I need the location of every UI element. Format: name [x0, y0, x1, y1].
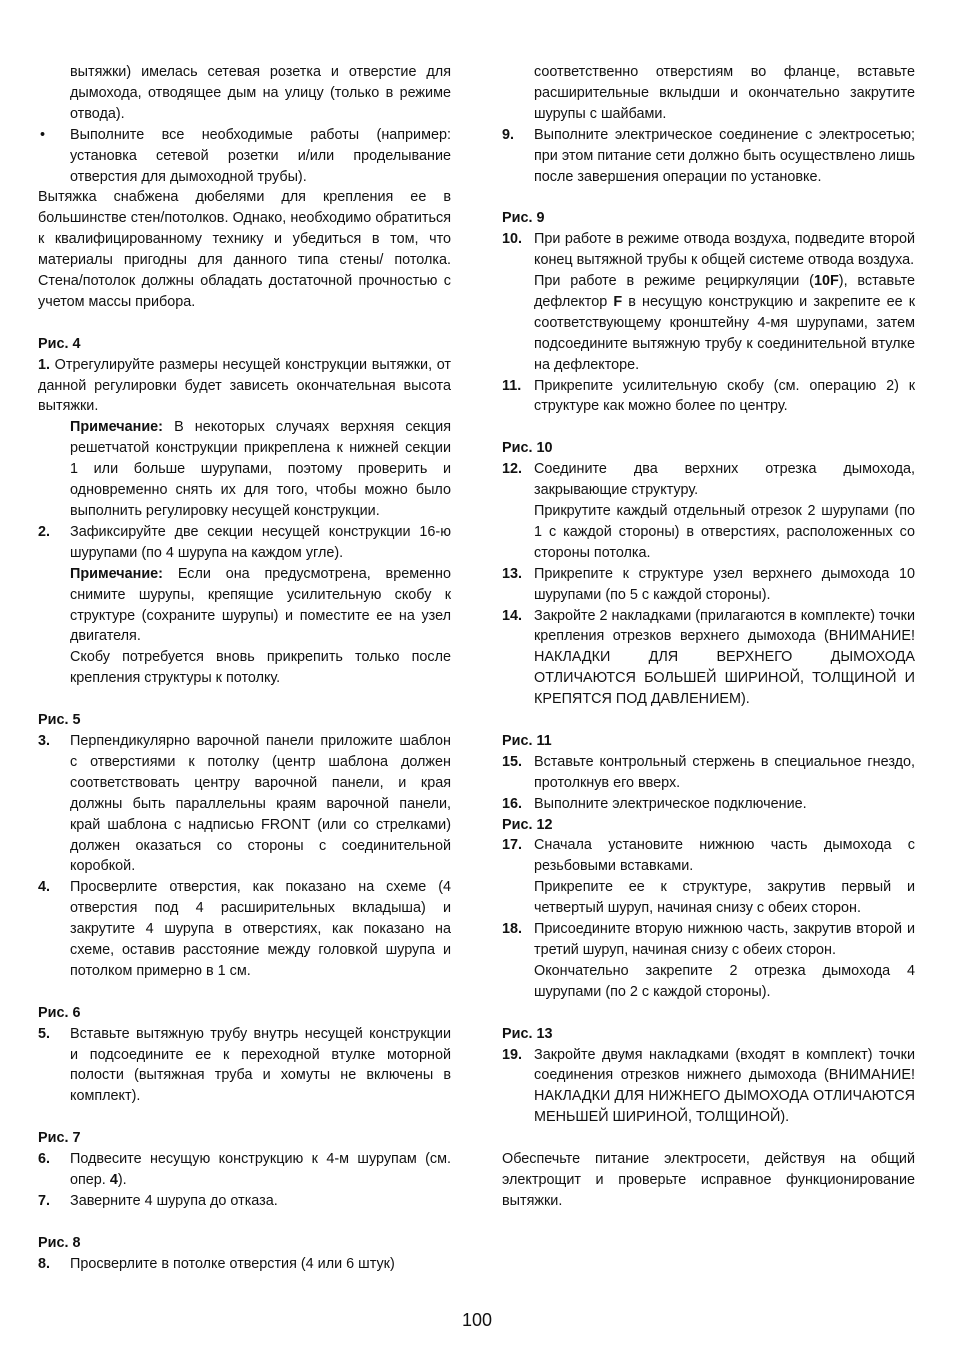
- step-ref: 10F: [813, 273, 839, 290]
- step-text: Просверлите отверстия, как показано на схеме (4 отверстия под 4 расширительных вкладыша) и закрутите 4 шурупа в отверстиях, как показано на схеме, оставив расстояние между головкой шурупа и потолком примерно в 1 см.: [70, 879, 451, 979]
- figure-heading: Рис. 4: [38, 335, 81, 352]
- step-4: [38, 877, 451, 982]
- paragraph: вытяжки) имелась сетевая розетка и отверстие для дымохода, отводящее дым на улицу (только в режиме отвода).: [70, 64, 451, 122]
- step-19: [502, 1045, 915, 1129]
- step-text: Перпендикулярно варочной панели приложите шаблон с отверстиями к потолку (центр шаблона должен соответствовать центру варочной панели, и края должны быть параллельны краям варочной панели, край шаблона с надписью FRONT (или со стрелками) должен оказаться со стороны с соединительной коробкой.: [70, 732, 451, 875]
- step-number: 4.: [38, 879, 51, 896]
- step-extra: [502, 271, 915, 376]
- step-number: 5.: [38, 1025, 51, 1042]
- step-number: 2.: [38, 523, 51, 540]
- step-number: 17.: [502, 837, 523, 854]
- note-label: Примечание:: [70, 419, 163, 436]
- step-text: Прикрепите к структуре узел верхнего дымохода 10 шурупами (по 5 с каждой стороны).: [534, 565, 915, 603]
- step-note: [38, 564, 451, 648]
- step-text: Выполните электрическое соединение с электросетью; при этом питание сети должно быть осуществлено лишь после завершения операции по установке.: [534, 126, 915, 185]
- step-text: Прикрепите усилительную скобу (см. операцию 2) к структуре как можно более по центру.: [534, 377, 915, 415]
- step-text: ).: [117, 1171, 127, 1188]
- paragraph: Вытяжка снабжена дюбелями для крепления ее в большинстве стен/потолков. Однако, необходимо обратиться к квалифицированному технику и убедиться в том, что материалы пригодны для данного типа стены/ потолка. Стена/потолок должны обладать достаточной прочностью с учетом массы прибора.: [38, 189, 451, 310]
- step-ref: 4: [109, 1171, 118, 1188]
- step-3: [38, 731, 451, 877]
- step-number: 10.: [502, 231, 523, 248]
- step-text: Подвесите несущую конструкцию к 4-м шурупам (см. опер.: [70, 1151, 451, 1188]
- step-text: Заверните 4 шурупа до отказа.: [70, 1192, 278, 1209]
- step-number: 3.: [38, 732, 51, 749]
- step-number: 13.: [502, 565, 523, 582]
- step-number: 7.: [38, 1192, 51, 1209]
- step-8: [38, 1254, 451, 1275]
- step-number: 12.: [502, 461, 523, 478]
- step-number: 15.: [502, 753, 523, 770]
- step-text: Присоедините вторую нижнюю часть, закрутив второй и третий шуруп, начиная снизу с обеих сторон.: [534, 921, 915, 959]
- figure-heading: Рис. 9: [502, 210, 545, 227]
- step-extra: Скобу потребуется вновь прикрепить только после крепления структуры к потолку.: [70, 649, 451, 687]
- step-9: [502, 125, 915, 188]
- paragraph: соответственно отверстиям во фланце, вставьте расширительные вклыдши и окончательно закрутите шурупы с шайбами.: [534, 64, 915, 122]
- step-number: 14.: [502, 607, 523, 624]
- step-text: Вставьте контрольный стержень в специальное гнездо, протолкнув его вверх.: [534, 753, 915, 791]
- step-number: 8.: [38, 1255, 51, 1272]
- figure-heading: Рис. 7: [38, 1130, 81, 1147]
- bullet-symbol: •: [40, 126, 46, 143]
- step-text: Выполните электрическое подключение.: [534, 795, 807, 812]
- step-text: в несущую конструкцию и закрепите ее к соответствующему кронштейну 4-мя шурупами, затем подсоедините вытяжную трубу к соединительной втулке на дефлекторе.: [534, 293, 916, 373]
- step-12: [502, 459, 915, 501]
- step-number: 11.: [502, 377, 522, 394]
- step-text: Закройте 2 накладками (прилагаются в комплекте) точки крепления отрезков верхнего дымохода (ВНИМАНИЕ! НАКЛАДКИ ДЛЯ ВЕРХНЕГО ДЫМОХОДА ОТЛИЧАЮТСЯ БОЛЬШЕЙ ШИРИНОЙ, ТОЛЩИНОЙ И КРЕПЯТСЯ ПОД ДАВЛЕНИЕМ).: [534, 607, 915, 708]
- step-text: Вставьте вытяжную трубу внутрь несущей конструкции и подсоедините ее к переходной втулке моторной полости (вытяжная труба и хомуты не включены в комплект).: [70, 1025, 451, 1105]
- step-1: [38, 355, 451, 418]
- step-13: [502, 564, 915, 606]
- note-text: В некоторых случаях верхняя секция решетчатой конструкции прикреплена к нижней секции 1 или больше шурупами, поэтому проверить и одновременно снять их для того, чтобы можно было выполнить регулировку несущей конструкции.: [70, 419, 451, 520]
- right-column: [502, 62, 915, 1212]
- figure-heading: Рис. 10: [502, 440, 553, 457]
- step-2: [38, 522, 451, 564]
- step-number: 9.: [502, 126, 515, 143]
- step-18: [502, 919, 915, 961]
- note-label: Примечание:: [70, 565, 163, 582]
- figure-heading: Рис. 13: [502, 1025, 553, 1042]
- bullet-text: Выполните все необходимые работы (например: установка сетевой розетки и/или проделывание отверстия для дымоходной трубы).: [70, 126, 451, 185]
- step-extra: Прикрепите ее к структуре, закрутив первый и четвертый шуруп, начиная снизу с обеих сторон.: [534, 879, 915, 917]
- step-number: 18.: [502, 921, 523, 938]
- step-text: Отрегулируйте размеры несущей конструкции вытяжки, от данной регулировки будет зависеть окончательная высота вытяжки.: [38, 356, 451, 415]
- step-16: [502, 794, 915, 815]
- step-15: [502, 752, 915, 794]
- bullet-item: [38, 125, 451, 188]
- figure-heading: Рис. 11: [502, 732, 552, 749]
- step-note: [38, 417, 451, 522]
- step-text: Сначала установите нижнюю часть дымохода с резьбовыми вставками.: [534, 837, 915, 875]
- step-number: 16.: [502, 795, 523, 812]
- note-text: Если она предусмотрена, временно снимите шурупы, крепящие усилительную скобу к структуре (сохраните шурупы) и поместите ее на узел двигателя.: [70, 565, 452, 645]
- left-column: [38, 62, 451, 1274]
- step-text: Просверлите в потолке отверстия (4 или 6 штук): [70, 1255, 395, 1272]
- figure-heading: Рис. 12: [502, 816, 553, 833]
- step-number: 19.: [502, 1046, 523, 1063]
- figure-heading: Рис. 5: [38, 712, 81, 729]
- step-text: Зафиксируйте две секции несущей конструкции 16-ю шурупами (по 4 шурупа на каждом угле).: [70, 523, 451, 561]
- step-7: [38, 1191, 451, 1212]
- step-6: [38, 1149, 451, 1191]
- step-extra: Прикрутите каждый отдельный отрезок 2 шурупами (по 1 с каждой стороны) в отверстиях, расположенных со стороны потолка.: [534, 503, 915, 561]
- step-text: При работе в режиме отвода воздуха, подведите второй конец вытяжной трубы к общей системе отвода воздуха.: [534, 231, 915, 269]
- step-number: 1.: [38, 356, 51, 373]
- step-text: ), вставьте дефлектор: [534, 273, 915, 310]
- paragraph: Обеспечьте питание электросети, действуя на общий электрощит и проверьте исправное функционирование вытяжки.: [502, 1151, 915, 1209]
- step-5: [38, 1024, 451, 1108]
- figure-heading: Рис. 8: [38, 1234, 81, 1251]
- step-text: При работе в режиме рециркуляции (: [534, 273, 814, 290]
- page-number: 100: [461, 1310, 493, 1330]
- step-number: 6.: [38, 1151, 51, 1168]
- step-14: [502, 606, 915, 711]
- step-ref: F: [613, 293, 623, 310]
- step-text: Соедините два верхних отрезка дымохода, закрывающие структуру.: [534, 461, 915, 499]
- step-10: [502, 229, 915, 271]
- step-text: Закройте двумя накладками (входят в комплект) точки соединения отрезков нижнего дымохода (ВНИМАНИЕ! НАКЛАДКИ ДЛЯ НИЖНЕГО ДЫМОХОДА ОТЛИЧАЮТСЯ МЕНЬШЕЙ ШИРИНОЙ, ТОЛЩИНОЙ).: [534, 1046, 915, 1126]
- step-extra: Окончательно закрепите 2 отрезка дымохода 4 шурупами (по 2 с каждой стороны).: [534, 962, 915, 1000]
- figure-heading: Рис. 6: [38, 1004, 81, 1021]
- step-11: [502, 376, 915, 418]
- step-17: [502, 835, 915, 877]
